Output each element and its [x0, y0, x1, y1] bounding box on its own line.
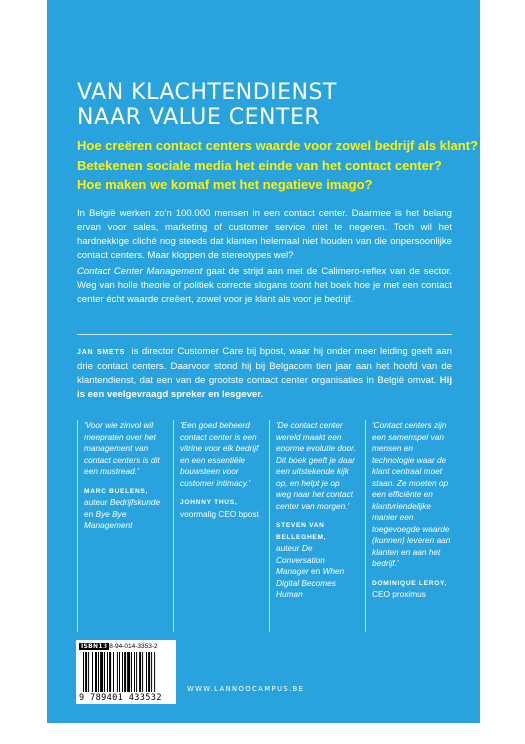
barcode-bar [146, 652, 147, 692]
book-title-inline: Contact Center Management [77, 266, 203, 277]
role-middle: en [84, 508, 96, 519]
quote-author-role [276, 543, 356, 601]
barcode-bar [124, 652, 126, 692]
barcode-bar [85, 652, 87, 692]
barcode-bar [104, 652, 105, 692]
barcode-bar [134, 652, 135, 692]
question-1: Hoe creëren contact centers waarde voor zowel bedrijf als klant? [77, 138, 478, 153]
intro-paragraph: In België werken zo'n 100.000 mensen in een contact center. Daarmee is het belang ervan voor sales, marketing of customer service niet te negeren. Toch wil het hardnekkige cliché nog steeds dat klanten helemaal niet houden van die onpersoonlijke contact centers. Maar kloppen de stereotypes wel? [77, 208, 452, 261]
quote-author: MARC BUELENS, [84, 487, 149, 495]
quote-author-role [84, 497, 164, 532]
author-bio [77, 345, 452, 402]
role-prefix: auteur [276, 543, 302, 553]
author-bio-tail: Hij is een veelgevraagd spreker en lesgever. [77, 375, 452, 400]
barcode-bar [139, 652, 141, 692]
quote-card [173, 420, 260, 632]
book-back-cover [47, 0, 480, 723]
barcode-bar [122, 652, 123, 692]
barcode-bar [148, 652, 150, 692]
isbn-barcode [76, 640, 176, 704]
barcode-bar [100, 652, 103, 692]
quote-text: 'Contact centers zijn een samenspel van mensen en technologie waar de klant centraal moet staan. Ze moeten op een efficiënte en klantvriendelijke manier een toegevoegde waarde (kunnen) leveren aan klanten en aan het bedrijf.' [372, 420, 451, 568]
title-line-2: NAAR VALUE CENTER [77, 105, 321, 130]
quote-card [77, 420, 164, 632]
quote-text: 'De contact center wereld maakt een enorme evolutie door. Dit boek geeft je daar een uitstekende kijk op, en helpt je op weg naar het contact center van morgen.' [276, 420, 356, 511]
role-book-2: Bye Bye Management [84, 508, 133, 530]
endorsement-quotes [77, 420, 455, 632]
quote-text: 'Voor wie zinvol wil meepraten over het management van contact centers is dit een mustread.' [84, 420, 160, 476]
quote-author-role [180, 509, 260, 521]
role-middle: CEO bpost [218, 508, 259, 519]
question-2: Betekenen sociale media het einde van het contact center? [77, 157, 442, 173]
barcode-bar [136, 652, 137, 692]
role-middle: CEO proximus [372, 589, 426, 599]
role-book: Bedrijfskunde [109, 497, 161, 507]
book-description [77, 265, 452, 307]
isbn-label: ISBN13 [81, 643, 108, 650]
barcode-bar [95, 652, 97, 692]
barcode-bar [109, 652, 111, 692]
role-book: De Conversation Manager [276, 543, 325, 576]
barcode-bar [117, 652, 118, 692]
barcode-bar [98, 652, 99, 692]
key-questions [77, 136, 478, 195]
role-prefix: voormalig [180, 508, 219, 519]
quote-source [84, 486, 164, 532]
quote-source [276, 520, 356, 601]
book-title [77, 80, 457, 130]
barcode-bar [151, 652, 152, 692]
barcode-bar [154, 652, 155, 692]
quote-card [269, 420, 356, 632]
role-middle: en [308, 566, 323, 576]
barcode-bar [142, 652, 143, 692]
question-3: Hoe maken we komaf met het negatieve imago? [77, 177, 373, 192]
quote-author: STEVEN VAN BELLEGHEM, [276, 522, 327, 541]
section-divider [77, 334, 452, 335]
quote-source [372, 578, 452, 601]
author-bio-text: is director Customer Care bij bpost, waar hij onder meer leiding geeft aan drie contact centers. Daarvoor stond hij bij Belgacom tien jaar aan het hoofd van de klantendienst, dat een van de grootste contact center organisaties in België omvat. [77, 346, 452, 386]
quote-author: DOMINIQUE LEROY, [372, 579, 447, 587]
barcode-bar [88, 652, 89, 692]
barcode-bar [113, 652, 114, 692]
role-book-2: When Digital Becomes Human [276, 566, 345, 599]
quote-author: JOHNNY THUS, [180, 499, 238, 506]
quote-card [365, 420, 452, 632]
quote-author-role [372, 589, 452, 601]
barcode-bar [127, 652, 130, 692]
barcode-bar [119, 652, 120, 692]
barcode-bars-icon [82, 652, 172, 692]
barcode-bar [107, 652, 108, 692]
barcode-bar [83, 652, 84, 692]
author-name: JAN SMETS [77, 349, 126, 356]
isbn-number: 978-94-014-3353-2 [102, 643, 158, 650]
barcode-bar [92, 652, 93, 692]
barcode-digits: 9 789401 433532 [79, 693, 162, 703]
quote-source [180, 497, 260, 520]
publisher-website: WWW.LANNOOCAMPUS.BE [187, 685, 305, 693]
barcode-bar [131, 652, 132, 692]
book-description-text: gaat de strijd aan met de Calimero-reflex van de sector. Weg van holle theorie of politiek correcte slogans toont het boek hoe je met een contact center écht waarde creëert, zowel voor je klant als voor je bedrijf. [77, 266, 452, 305]
title-line-1: VAN KLACHTENDIENST [77, 80, 337, 105]
quote-text: 'Een goed beheerd contact center is een vitrine voor elk bedrijf en een essentiële bouwsteen voor customer intimacy.' [180, 420, 259, 488]
role-prefix: auteur [84, 497, 110, 507]
